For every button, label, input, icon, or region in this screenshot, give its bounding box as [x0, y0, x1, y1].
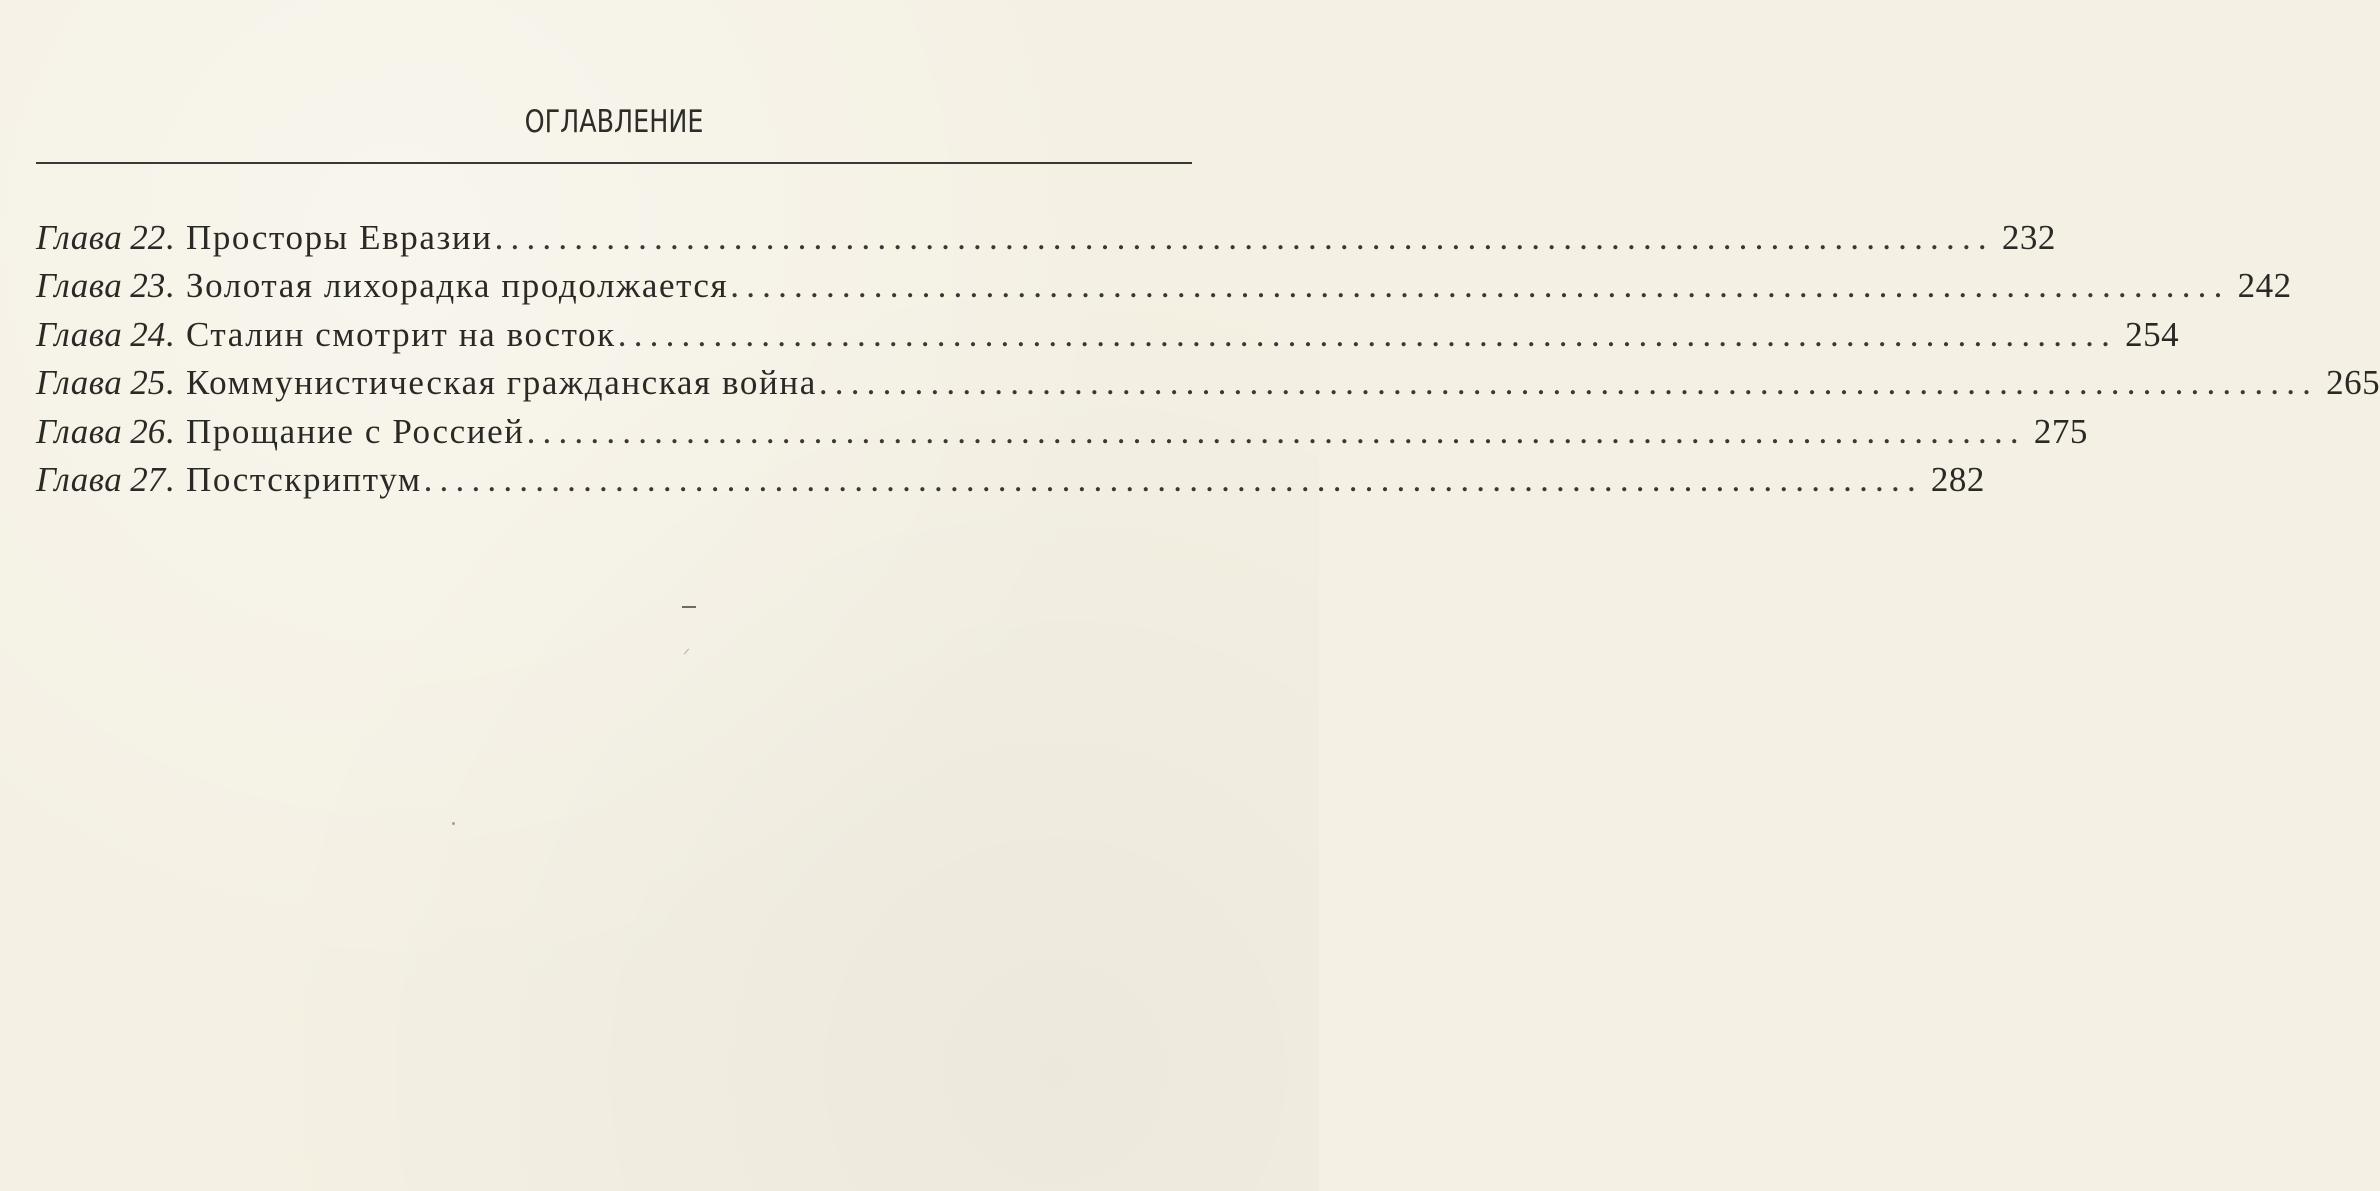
paper-speck: [682, 606, 696, 608]
toc-entry[interactable]: [36, 363, 2380, 411]
chapter-separator: .: [165, 459, 174, 499]
header-rule: [36, 162, 1192, 164]
page-number: 242: [2237, 266, 2292, 306]
paper-speck: [452, 822, 455, 825]
dot-leader: ..............................................................................................: [818, 363, 2319, 403]
chapter-title: Постскриптум: [185, 459, 422, 499]
chapter-label: Глава: [36, 266, 123, 306]
chapter-separator: .: [165, 314, 174, 354]
page-number: 232: [2001, 218, 2056, 257]
chapter-label: Глава: [36, 363, 123, 403]
chapter-separator: .: [165, 363, 174, 403]
table-of-contents: [36, 218, 2380, 508]
chapter-number: 26: [130, 411, 166, 451]
page-number: 265: [2326, 363, 2380, 403]
toc-entry[interactable]: [36, 266, 2292, 314]
chapter-number: 24: [130, 314, 166, 354]
chapter-title: Прощание с Россией: [185, 411, 525, 451]
chapter-title: Просторы Евразии: [185, 218, 493, 257]
dot-leader: ..............................................................................................: [494, 218, 1994, 257]
toc-entry[interactable]: [36, 314, 2180, 363]
chapter-number: 23: [130, 266, 166, 306]
chapter-number: 27: [130, 459, 166, 499]
chapter-label: Глава: [36, 314, 123, 354]
dot-leader: ..............................................................................................: [526, 411, 2026, 451]
toc-entry[interactable]: [36, 459, 1985, 508]
chapter-separator: .: [165, 266, 174, 306]
chapter-title: Коммунистическая гражданская война: [185, 363, 817, 403]
chapter-label: Глава: [36, 218, 123, 257]
dot-leader: ..............................................................................................: [730, 266, 2230, 306]
toc-entry[interactable]: [36, 411, 2088, 460]
page-number: 254: [2125, 314, 2180, 354]
paper-speck: [684, 648, 689, 654]
chapter-number: 22: [130, 218, 166, 257]
dot-leader: ..............................................................................................: [423, 459, 1923, 499]
dot-leader: ..............................................................................................: [617, 314, 2118, 354]
chapter-separator: .: [165, 411, 174, 451]
chapter-separator: .: [165, 218, 174, 257]
chapter-title: Сталин смотрит на восток: [185, 314, 616, 354]
chapter-number: 25: [130, 363, 166, 403]
page-title: ОГЛАВЛЕНИЕ: [524, 104, 704, 140]
page-number: 275: [2033, 411, 2088, 451]
page-number: 282: [1930, 459, 1985, 499]
chapter-label: Глава: [36, 411, 123, 451]
chapter-label: Глава: [36, 459, 123, 499]
toc-entry[interactable]: [36, 218, 2056, 266]
chapter-title: Золотая лихорадка продолжается: [185, 266, 729, 306]
